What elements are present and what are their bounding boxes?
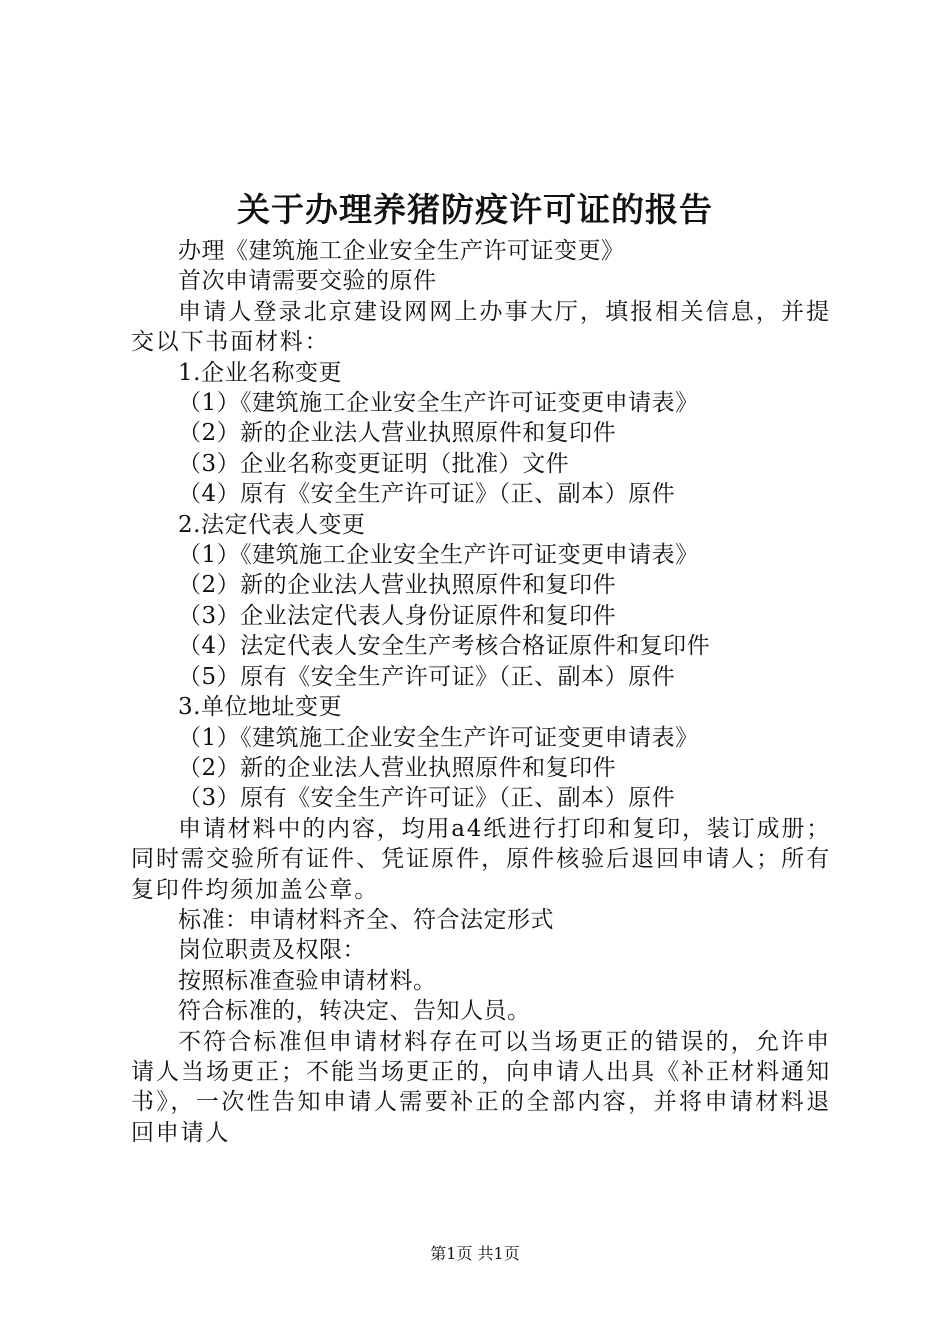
list-item: （3）原有《安全生产许可证》（正、副本）原件: [178, 785, 676, 812]
paragraph: 不符合标准但申请材料存在可以当场更正的错误的，允许申请人当场更正；不能当场更正的，向申请人出具《补正材料通知书》，一次性告知申请人需要补正的全部内容，并将申请材料退回申请人: [131, 1028, 831, 1146]
paragraph: 申请人登录北京建设网网上办事大厅，填报相关信息，并提交以下书面材料：: [131, 298, 831, 356]
list-item: （4）原有《安全生产许可证》（正、副本）原件: [178, 481, 676, 508]
document-body: [131, 236, 831, 1148]
text-line: 标准：申请材料齐全、符合法定形式: [178, 906, 554, 933]
list-item: （3）企业名称变更证明（批准）文件: [178, 450, 570, 477]
text-line: 首次申请需要交验的原件: [178, 268, 437, 295]
list-item: （1）《建筑施工企业安全生产许可证变更申请表》: [178, 390, 699, 417]
list-item: （4）法定代表人安全生产考核合格证原件和复印件: [178, 633, 711, 660]
list-item: （5）原有《安全生产许可证》（正、副本）原件: [178, 663, 676, 690]
list-item: （3）企业法定代表人身份证原件和复印件: [178, 602, 617, 629]
list-item: （2）新的企业法人营业执照原件和复印件: [178, 572, 617, 599]
document-title: 关于办理养猪防疫许可证的报告: [237, 190, 713, 229]
list-item: （1）《建筑施工企业安全生产许可证变更申请表》: [178, 542, 699, 569]
list-item: （1）《建筑施工企业安全生产许可证变更申请表》: [178, 724, 699, 751]
text-line: 办理《建筑施工企业安全生产许可证变更》: [178, 238, 625, 264]
list-item: （2）新的企业法人营业执照原件和复印件: [178, 420, 617, 447]
text-line: 按照标准查验申请材料。: [178, 967, 437, 994]
section-heading: 3.单位地址变更: [178, 694, 342, 721]
text-line: 符合标准的，转决定、告知人员。: [178, 998, 531, 1025]
paragraph: 申请材料中的内容，均用a4纸进行打印和复印，装订成册；同时需交验所有证件、凭证原件，原件核验后退回申请人；所有复印件均须加盖公章。: [131, 815, 831, 903]
list-item: （2）新的企业法人营业执照原件和复印件: [178, 754, 617, 781]
text-line: 岗位职责及权限：: [178, 937, 366, 964]
section-heading: 2.法定代表人变更: [178, 511, 366, 538]
section-heading: 1.企业名称变更: [178, 359, 342, 386]
page-footer: 第1页 共1页: [430, 1244, 520, 1263]
